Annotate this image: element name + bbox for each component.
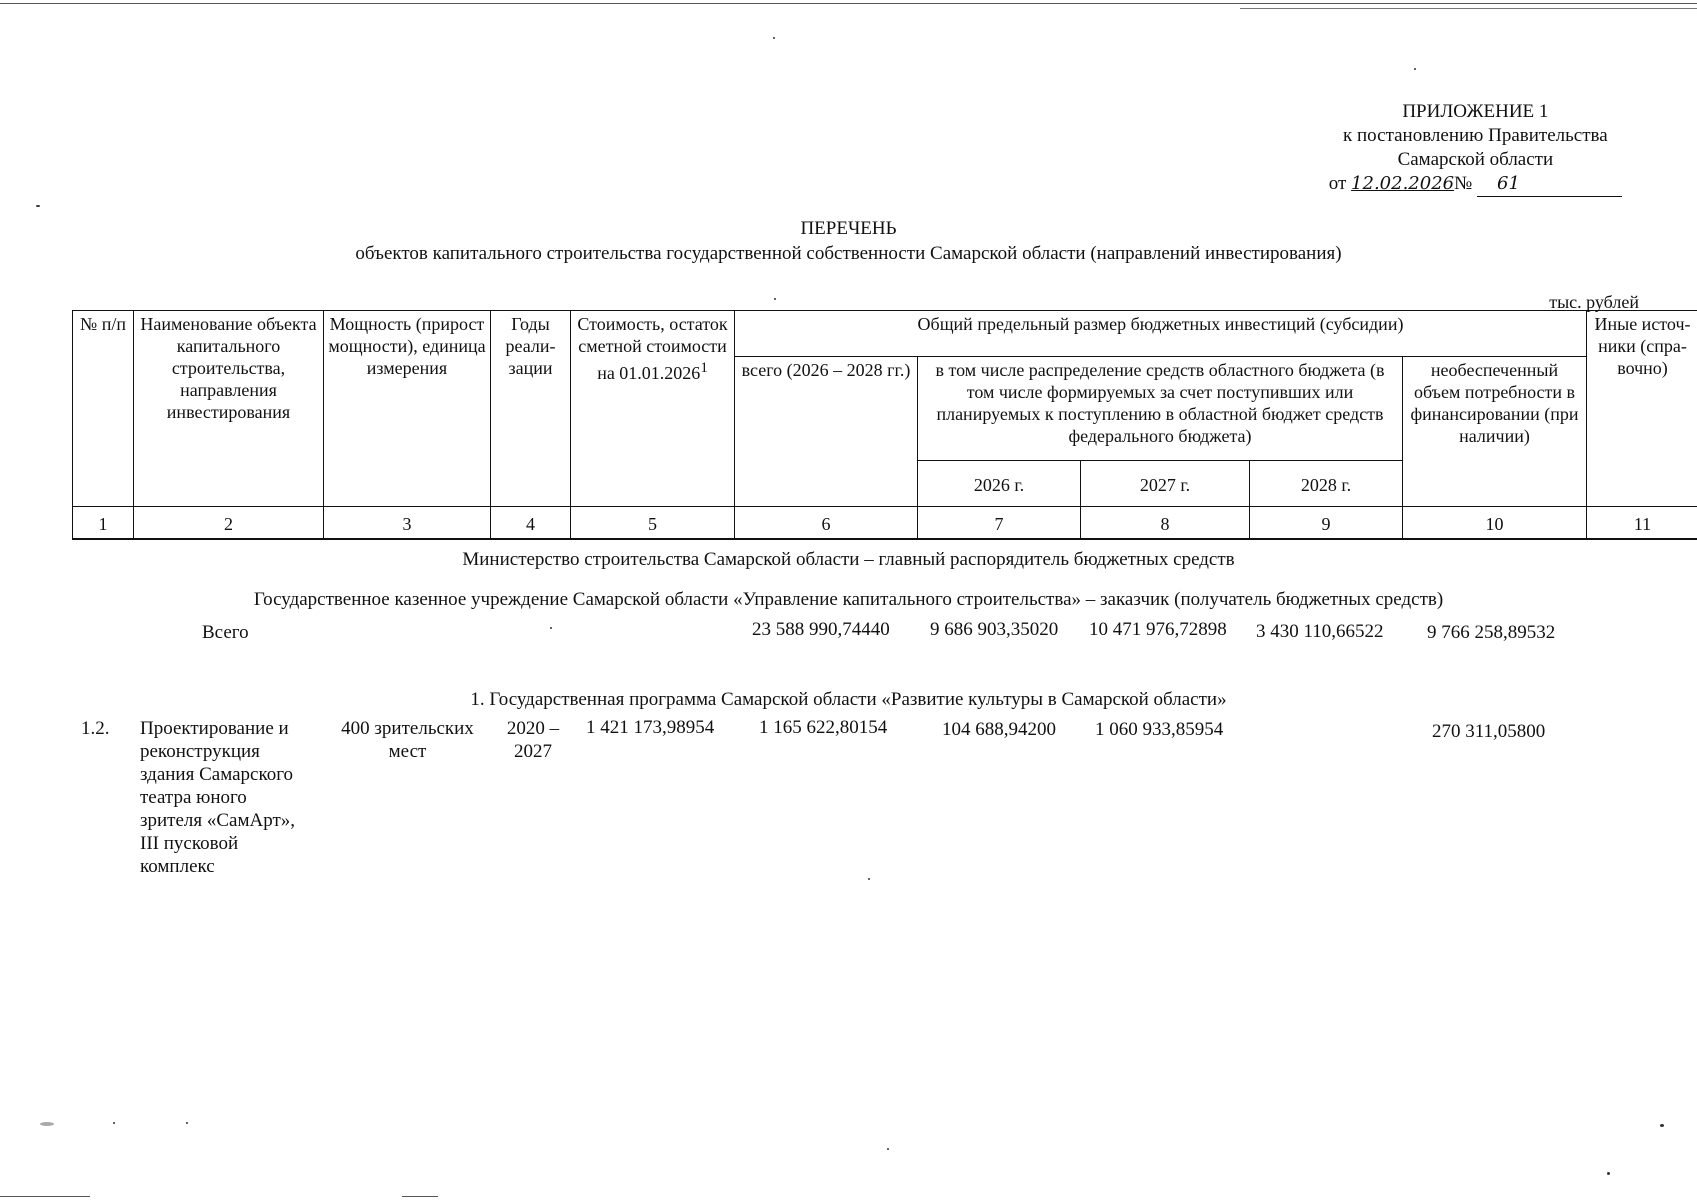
row-col10: 270 311,05800 xyxy=(1432,721,1546,742)
total-col6: 23 588 990,74440 xyxy=(752,619,890,640)
header-table xyxy=(72,310,1697,540)
appendix-date-line xyxy=(1329,172,1622,197)
scan-speck xyxy=(40,1122,54,1126)
appendix-region: Самарской области xyxy=(1397,149,1554,170)
col-cost-header: Стоимость, остаток сметной стоимости на 01.01.2026$^1$ xyxy=(571,311,735,507)
col-number: 8 xyxy=(1081,507,1250,540)
col-number: 6 xyxy=(735,507,918,540)
col-years-header: Годы реали-зации xyxy=(491,311,571,507)
col-number: 4 xyxy=(491,507,571,540)
scan-speck xyxy=(868,878,870,880)
total-col8: 10 471 976,72898 xyxy=(1089,619,1227,640)
bottom-line xyxy=(0,1196,90,1197)
col-number: 10 xyxy=(1403,507,1587,540)
col-other-header: Иные источ-ники (спра-вочно) xyxy=(1587,311,1697,507)
row-col6: 1 165 622,80154 xyxy=(759,717,888,738)
row-col7: 104 688,94200 xyxy=(942,719,1056,740)
col-number: 1 xyxy=(73,507,134,540)
scan-speck xyxy=(1414,68,1416,70)
top-border-line xyxy=(0,3,1697,4)
col-num-header: № п/п xyxy=(73,311,134,507)
col-number: 7 xyxy=(918,507,1081,540)
col-capacity-header: Мощность (прирост мощности), единица измерения xyxy=(324,311,491,507)
row-years: 2020 – 2027 xyxy=(506,718,560,762)
units-label: тыс. рублей xyxy=(1549,292,1639,312)
col-group-header: Общий предельный размер бюджетных инвестиций (субсидии) xyxy=(735,311,1587,357)
scan-speck xyxy=(550,627,552,629)
col-2027-header: 2027 г. xyxy=(1081,461,1250,507)
scan-speck xyxy=(887,1148,889,1150)
row-cost: 1 421 173,98954 xyxy=(586,717,715,738)
col-name-header: Наименование объекта капитального строительства, направления инвестирования xyxy=(134,311,324,507)
col-distribution-header: в том числе распределение средств областного бюджета (в том числе формируемых за счет поступивших или планируемых к поступлению в областной бюджет средств федерального бюджета) xyxy=(918,357,1403,461)
total-col10: 9 766 258,89532 xyxy=(1427,622,1556,643)
top-border-line-2 xyxy=(1240,8,1697,9)
col-2028-header: 2028 г. xyxy=(1250,461,1403,507)
row-number: 1.2. xyxy=(81,718,110,739)
bottom-line xyxy=(402,1196,438,1197)
scan-speck xyxy=(1607,1172,1610,1175)
appendix-decree: к постановлению Правительства xyxy=(1343,125,1608,146)
col-number: 5 xyxy=(571,507,735,540)
total-col7: 9 686 903,35020 xyxy=(930,619,1059,640)
scan-speck xyxy=(113,1122,115,1124)
row-object-name: Проектирование и реконструкция здания Самарского театра юного зрителя «СамАрт», III пусковой комплекс xyxy=(140,718,296,877)
page-subtitle: объектов капитального строительства государственной собственности Самарской области (направлений инвестирования) xyxy=(355,243,1342,264)
total-col9: 3 430 110,66522 xyxy=(1256,621,1384,642)
date-value: 12.02.2026 xyxy=(1351,173,1455,194)
appendix-block xyxy=(1329,100,1622,197)
scan-speck xyxy=(36,205,40,207)
scan-speck xyxy=(773,37,775,39)
scan-speck xyxy=(1660,1124,1664,1127)
date-prefix: от xyxy=(1328,173,1347,194)
col-total-header: всего (2026 – 2028 гг.) xyxy=(735,357,918,507)
number-value: 61 xyxy=(1497,173,1520,194)
col-number: 3 xyxy=(324,507,491,540)
ministry-heading: Министерство строительства Самарской области – главный распорядитель бюджетных средств xyxy=(462,549,1235,570)
total-label: Всего xyxy=(202,622,249,643)
program-heading: 1. Государственная программа Самарской области «Развитие культуры в Самарской области» xyxy=(470,689,1227,710)
page-title: ПЕРЕЧЕНЬ xyxy=(800,218,897,239)
appendix-title: ПРИЛОЖЕНИЕ 1 xyxy=(1402,101,1549,122)
number-prefix: № xyxy=(1454,173,1473,194)
scan-speck xyxy=(774,298,776,300)
col-number: 2 xyxy=(134,507,324,540)
customer-heading: Государственное казенное учреждение Самарской области «Управление капитального строительства» – заказчик (получатель бюджетных средств) xyxy=(253,589,1444,610)
scan-speck xyxy=(186,1122,188,1124)
row-capacity: 400 зрительских мест xyxy=(341,718,474,762)
col-2026-header: 2026 г. xyxy=(918,461,1081,507)
col-unsecured-header: необеспеченный объем потребности в финансировании (при наличии) xyxy=(1403,357,1587,507)
col-number: 9 xyxy=(1250,507,1403,540)
row-col8: 1 060 933,85954 xyxy=(1095,719,1224,740)
col-number: 11 xyxy=(1587,507,1697,540)
